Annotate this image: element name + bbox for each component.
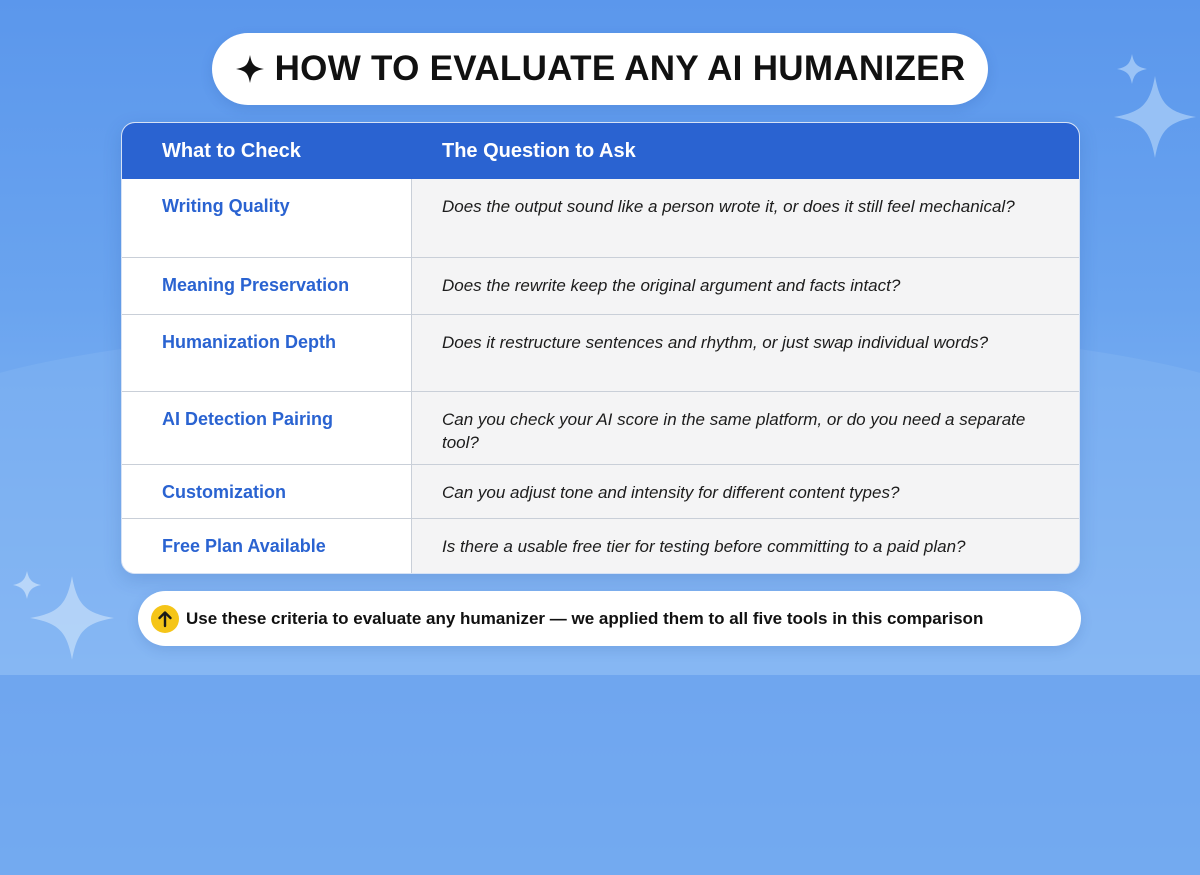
page-title: HOW TO EVALUATE ANY AI HUMANIZER (274, 49, 966, 88)
row-question-text: Is there a usable free tier for testing before committing to a paid plan? (412, 519, 1079, 574)
table-row (122, 257, 1079, 314)
row-question-text: Does the output sound like a person wrote it, or does it still feel mechanical? (412, 179, 1079, 257)
footer-note (138, 591, 1081, 646)
table-row (122, 314, 1079, 391)
footer-text: Use these criteria to evaluate any humanizer — we applied them to all five tools in this comparison (186, 608, 984, 628)
table-row (122, 391, 1079, 464)
table-row (122, 518, 1079, 574)
row-check-label: AI Detection Pairing (122, 392, 412, 464)
row-check-label: Writing Quality (122, 179, 412, 257)
row-check-label: Free Plan Available (122, 519, 412, 574)
evaluation-table (121, 122, 1080, 574)
sparkle-large-top-right-icon (1110, 72, 1200, 162)
row-question-text: Can you adjust tone and intensity for different content types? (412, 465, 1079, 518)
arrow-up-circle-icon (150, 604, 180, 634)
row-check-label: Humanization Depth (122, 315, 412, 391)
table-row (122, 179, 1079, 257)
table-header (122, 123, 1079, 179)
table-body (122, 179, 1079, 574)
header-question-to-ask: The Question to Ask (442, 139, 636, 162)
sparkle-large-bottom-left-icon (26, 572, 118, 664)
four-point-star-icon (235, 54, 265, 84)
row-question-text: Can you check your AI score in the same platform, or do you need a separate tool? (412, 392, 1079, 464)
title-banner (212, 33, 988, 105)
row-question-text: Does it restructure sentences and rhythm, or just swap individual words? (412, 315, 1079, 391)
header-what-to-check: What to Check (162, 139, 301, 162)
row-check-label: Customization (122, 465, 412, 518)
table-row (122, 464, 1079, 518)
row-check-label: Meaning Preservation (122, 258, 412, 314)
row-question-text: Does the rewrite keep the original argument and facts intact? (412, 258, 1079, 314)
